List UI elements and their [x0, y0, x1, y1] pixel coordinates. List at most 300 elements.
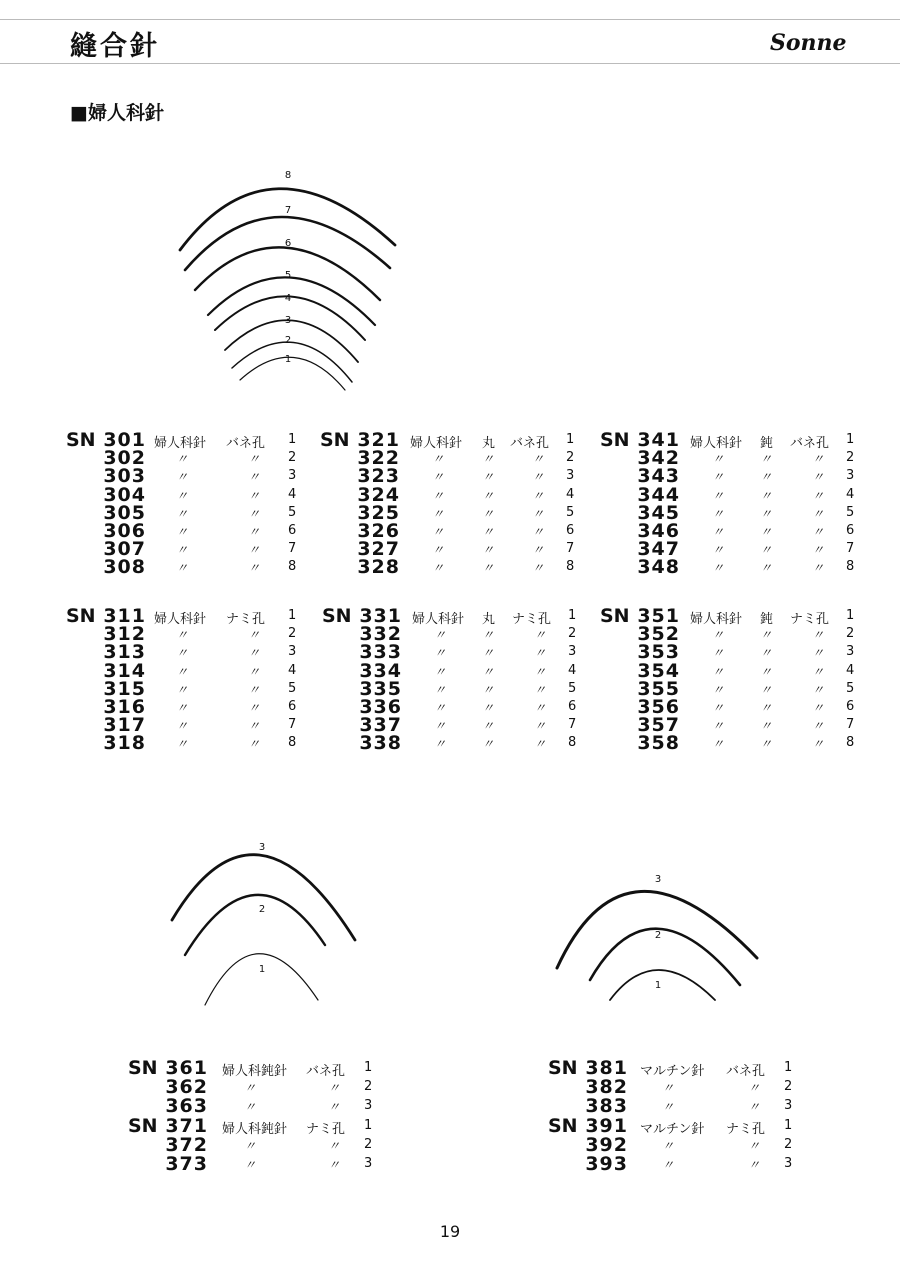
- needle-type: 〃: [712, 488, 725, 503]
- needle-type: 〃: [712, 737, 725, 752]
- needle-type: 〃: [662, 1158, 675, 1172]
- needle-type: 〃: [176, 470, 189, 485]
- eye-type: バネ孔: [306, 1064, 346, 1079]
- needle-type: 〃: [244, 1158, 257, 1172]
- needle-type: マルチン針: [640, 1122, 705, 1137]
- needle-point: 〃: [760, 506, 773, 521]
- label-2: 2: [258, 904, 266, 915]
- needle-type: 〃: [244, 1100, 257, 1114]
- needle-size: 7: [288, 717, 297, 733]
- needle-point: 鈍: [760, 436, 774, 451]
- eye-type: バネ孔: [510, 436, 550, 451]
- model-number: 336: [359, 696, 402, 718]
- model-prefix: SN: [320, 429, 350, 451]
- model-number: 361: [165, 1057, 208, 1079]
- needle-size: 8: [288, 735, 297, 751]
- needle-point: 〃: [482, 646, 495, 661]
- eye-type: 〃: [532, 488, 545, 503]
- model-number: 324: [357, 483, 400, 506]
- needle-size: 4: [288, 486, 297, 502]
- needle-arc-2: [232, 342, 352, 382]
- needle-point: 〃: [760, 488, 773, 503]
- eye-type: ナミ孔: [790, 612, 830, 627]
- model-prefix: SN: [548, 1115, 578, 1137]
- needle-arc-3: [225, 320, 358, 362]
- needle-type: 〃: [434, 701, 447, 715]
- needle-type: 〃: [434, 737, 447, 752]
- needle-point: 〃: [760, 561, 773, 576]
- needle-type: 〃: [662, 1100, 675, 1114]
- needle-type: 婦人科針: [410, 436, 463, 451]
- needle-type: 〃: [176, 543, 189, 558]
- needle-point: 〃: [482, 543, 495, 558]
- eye-type: 〃: [812, 682, 825, 697]
- model-number: 352: [637, 623, 680, 646]
- needle-type: 〃: [712, 470, 725, 485]
- model-number: 331: [359, 605, 402, 627]
- needle-size: 1: [784, 1118, 793, 1133]
- needle-size: 2: [846, 626, 855, 642]
- needle-size: 8: [568, 735, 577, 751]
- needle-type: 〃: [432, 543, 445, 558]
- needle-size: 3: [288, 644, 297, 660]
- model-number: 312: [103, 623, 146, 646]
- model-number: 332: [359, 623, 402, 646]
- needle-size: 2: [364, 1079, 373, 1094]
- needle-size: 8: [846, 735, 855, 751]
- eye-type: 〃: [534, 701, 547, 715]
- eye-type: 〃: [812, 701, 825, 715]
- needle-size: 4: [846, 486, 855, 502]
- needle-type: 〃: [432, 470, 445, 485]
- needle-arc-1: [240, 357, 345, 390]
- eye-type: 〃: [534, 664, 547, 679]
- needle-size: 3: [846, 644, 855, 660]
- eye-type: 〃: [812, 525, 825, 539]
- needle-point: 〃: [760, 543, 773, 558]
- needle-size: 2: [364, 1137, 373, 1152]
- model-number: 341: [637, 429, 680, 451]
- needle-type: 〃: [434, 664, 447, 679]
- needle-type: 〃: [712, 561, 725, 576]
- model-prefix: SN: [66, 605, 96, 627]
- model-number: 321: [357, 429, 400, 451]
- eye-type: 〃: [248, 543, 261, 558]
- needle-type: 〃: [434, 646, 447, 661]
- eye-type: ナミ孔: [306, 1122, 346, 1137]
- needle-type: 〃: [662, 1081, 675, 1095]
- needle-type: 〃: [176, 737, 189, 752]
- label-1: 1: [284, 354, 292, 365]
- needle-size: 6: [288, 699, 297, 714]
- needle-type: 〃: [712, 525, 725, 539]
- needle-point: 〃: [482, 561, 495, 576]
- eye-type: 〃: [748, 1158, 761, 1172]
- needle-point: 〃: [482, 737, 495, 752]
- model-number: 342: [637, 447, 680, 470]
- model-number: 343: [637, 465, 680, 488]
- label-4: 4: [284, 293, 292, 304]
- needle-type: 婦人科鈍針: [222, 1064, 288, 1079]
- eye-type: バネ孔: [226, 436, 266, 451]
- eye-type: 〃: [812, 543, 825, 558]
- model-number: 326: [357, 520, 400, 542]
- needle-size: 2: [566, 450, 575, 466]
- needle-size: 1: [784, 1060, 793, 1075]
- eye-type: 〃: [248, 525, 261, 539]
- needle-arc-3: [172, 855, 355, 940]
- model-number: 357: [637, 714, 680, 737]
- needle-size: 8: [846, 559, 855, 575]
- label-3: 3: [258, 842, 266, 853]
- eye-type: バネ孔: [726, 1064, 766, 1079]
- needle-size: 5: [288, 504, 297, 520]
- needle-size: 3: [784, 1156, 793, 1171]
- model-number: 371: [165, 1115, 208, 1137]
- needle-size: 2: [568, 626, 577, 642]
- needle-point: 〃: [482, 664, 495, 679]
- eye-type: 〃: [248, 506, 261, 521]
- needle-type: 〃: [176, 664, 189, 679]
- needle-type: 〃: [176, 646, 189, 661]
- eye-type: ナミ孔: [512, 612, 552, 627]
- model-number: 354: [637, 659, 680, 682]
- needle-point: 〃: [760, 682, 773, 697]
- needle-size: 7: [288, 541, 297, 557]
- needle-type: 〃: [712, 452, 725, 467]
- needle-size: 3: [364, 1156, 373, 1171]
- model-prefix: SN: [600, 605, 630, 627]
- needle-type: 〃: [712, 682, 725, 697]
- eye-type: 〃: [328, 1081, 341, 1095]
- model-number: 313: [103, 641, 146, 664]
- needle-size: 4: [846, 662, 855, 678]
- eye-type: 〃: [812, 506, 825, 521]
- model-number: 314: [103, 659, 146, 682]
- header-rule: [0, 63, 900, 64]
- needle-type: 婦人科針: [412, 612, 465, 627]
- needle-type: 〃: [176, 561, 189, 576]
- needle-size: 5: [846, 504, 855, 520]
- eye-type: バネ孔: [790, 436, 830, 451]
- model-prefix: SN: [128, 1115, 158, 1137]
- needle-type: 〃: [662, 1139, 675, 1153]
- model-number: 351: [637, 605, 680, 627]
- needle-type: 〃: [176, 452, 189, 467]
- needle-point: 〃: [482, 525, 495, 539]
- model-number: 345: [637, 501, 680, 524]
- model-number: 335: [359, 677, 402, 700]
- eye-type: ナミ孔: [726, 1122, 766, 1137]
- model-number: 325: [357, 501, 400, 524]
- eye-type: 〃: [812, 561, 825, 576]
- eye-type: 〃: [328, 1100, 341, 1114]
- label-2: 2: [284, 335, 292, 346]
- needle-size: 4: [566, 486, 575, 502]
- needle-size: 7: [568, 717, 577, 733]
- needle-point: 〃: [760, 470, 773, 485]
- needle-type: 〃: [432, 561, 445, 576]
- needle-size: 6: [568, 699, 577, 714]
- needle-size: 1: [288, 432, 297, 447]
- model-number: 383: [585, 1095, 628, 1117]
- model-number: 307: [103, 538, 146, 561]
- needle-point: 丸: [482, 612, 496, 627]
- model-number: 348: [637, 556, 680, 579]
- needle-size: 7: [566, 541, 575, 557]
- needle-type: 〃: [176, 701, 189, 715]
- needle-point: 〃: [482, 719, 495, 734]
- label-6: 6: [284, 238, 292, 249]
- needle-arc-1: [205, 954, 318, 1005]
- model-number: 344: [637, 483, 680, 506]
- eye-type: 〃: [748, 1100, 761, 1114]
- model-prefix: SN: [322, 605, 352, 627]
- needle-type: 〃: [176, 488, 189, 503]
- needle-point: 〃: [482, 506, 495, 521]
- needle-type: 婦人科針: [690, 436, 743, 451]
- model-number: 304: [103, 483, 146, 506]
- needle-figure-bottom-right: [545, 840, 775, 1015]
- eye-type: 〃: [812, 452, 825, 467]
- model-prefix: SN: [128, 1057, 158, 1079]
- needle-point: 〃: [760, 646, 773, 661]
- needle-type: 〃: [712, 701, 725, 715]
- eye-type: 〃: [248, 719, 261, 734]
- eye-type: 〃: [248, 488, 261, 503]
- model-number: 306: [103, 520, 146, 542]
- needle-size: 1: [566, 432, 575, 447]
- needle-point: 〃: [760, 719, 773, 734]
- model-number: 362: [165, 1076, 208, 1098]
- needle-type: 婦人科針: [690, 612, 743, 627]
- needle-size: 8: [288, 559, 297, 575]
- needle-point: 〃: [482, 628, 495, 643]
- needle-figure-top: [160, 140, 420, 400]
- needle-size: 3: [846, 468, 855, 484]
- model-number: 303: [103, 465, 146, 488]
- model-number: 316: [103, 696, 146, 718]
- needle-type: 〃: [432, 452, 445, 467]
- eye-type: 〃: [328, 1139, 341, 1153]
- label-1: 1: [654, 980, 662, 991]
- eye-type: 〃: [248, 470, 261, 485]
- needle-type: 〃: [712, 506, 725, 521]
- needle-size: 3: [288, 468, 297, 484]
- needle-size: 6: [288, 523, 297, 538]
- needle-size: 3: [566, 468, 575, 484]
- eye-type: 〃: [248, 628, 261, 643]
- section-title: ■婦人科針: [70, 102, 164, 124]
- needle-figure-bottom-left: [160, 820, 370, 1020]
- eye-type: 〃: [812, 470, 825, 485]
- needle-type: 〃: [712, 646, 725, 661]
- eye-type: 〃: [248, 646, 261, 661]
- needle-size: 1: [364, 1060, 373, 1075]
- eye-type: 〃: [534, 719, 547, 734]
- model-prefix: SN: [548, 1057, 578, 1079]
- needle-arc-2: [590, 929, 740, 985]
- eye-type: 〃: [812, 488, 825, 503]
- needle-size: 3: [784, 1098, 793, 1113]
- needle-type: 〃: [176, 719, 189, 734]
- eye-type: ナミ孔: [226, 612, 266, 627]
- needle-point: 〃: [482, 682, 495, 697]
- eye-type: 〃: [812, 719, 825, 734]
- label-5: 5: [284, 270, 292, 281]
- needle-size: 2: [288, 450, 297, 466]
- model-number: 391: [585, 1115, 628, 1137]
- model-number: 363: [165, 1095, 208, 1117]
- eye-type: 〃: [532, 561, 545, 576]
- eye-type: 〃: [328, 1158, 341, 1172]
- needle-arc-1: [610, 970, 715, 1000]
- needle-size: 2: [784, 1079, 793, 1094]
- model-number: 393: [585, 1153, 628, 1175]
- model-number: 327: [357, 538, 400, 561]
- model-number: 337: [359, 714, 402, 737]
- needle-type: 〃: [176, 525, 189, 539]
- needle-size: 5: [568, 680, 577, 696]
- needle-type: 婦人科針: [154, 436, 207, 451]
- model-number: 346: [637, 520, 680, 542]
- eye-type: 〃: [812, 628, 825, 643]
- needle-size: 1: [568, 608, 577, 623]
- model-number: 392: [585, 1134, 628, 1156]
- needle-type: 〃: [712, 543, 725, 558]
- needle-type: 〃: [176, 682, 189, 697]
- model-number: 315: [103, 677, 146, 700]
- eye-type: 〃: [534, 682, 547, 697]
- needle-size: 8: [566, 559, 575, 575]
- needle-size: 4: [568, 662, 577, 678]
- needle-point: 〃: [760, 452, 773, 467]
- eye-type: 〃: [748, 1139, 761, 1153]
- model-number: 382: [585, 1076, 628, 1098]
- needle-type: マルチン針: [640, 1064, 705, 1079]
- needle-point: 〃: [760, 701, 773, 715]
- eye-type: 〃: [812, 664, 825, 679]
- model-number: 355: [637, 677, 680, 700]
- model-number: 353: [637, 641, 680, 664]
- needle-size: 1: [846, 432, 855, 447]
- needle-type: 〃: [434, 682, 447, 697]
- needle-point: 〃: [760, 737, 773, 752]
- eye-type: 〃: [532, 452, 545, 467]
- label-7: 7: [284, 205, 292, 216]
- model-number: 322: [357, 447, 400, 470]
- eye-type: 〃: [812, 646, 825, 661]
- needle-size: 6: [566, 523, 575, 538]
- label-1: 1: [258, 964, 266, 975]
- eye-type: 〃: [534, 628, 547, 643]
- needle-point: 〃: [760, 664, 773, 679]
- eye-type: 〃: [748, 1081, 761, 1095]
- needle-type: 〃: [176, 506, 189, 521]
- page-number: 19: [439, 1222, 461, 1241]
- model-number: 308: [103, 556, 146, 579]
- needle-type: 〃: [176, 628, 189, 643]
- label-3: 3: [284, 315, 292, 326]
- label-2: 2: [654, 930, 662, 941]
- brand-logo: Sonne: [770, 30, 847, 56]
- needle-type: 〃: [712, 664, 725, 679]
- model-number: 311: [103, 605, 146, 627]
- needle-point: 〃: [482, 488, 495, 503]
- needle-size: 7: [846, 541, 855, 557]
- needle-size: 3: [568, 644, 577, 660]
- model-prefix: SN: [600, 429, 630, 451]
- model-number: 333: [359, 641, 402, 664]
- needle-type: 〃: [434, 628, 447, 643]
- needle-type: 〃: [432, 525, 445, 539]
- model-number: 347: [637, 538, 680, 561]
- needle-size: 2: [846, 450, 855, 466]
- eye-type: 〃: [532, 525, 545, 539]
- model-number: 338: [359, 732, 402, 755]
- needle-size: 5: [566, 504, 575, 520]
- needle-type: 〃: [712, 719, 725, 734]
- needle-type: 〃: [712, 628, 725, 643]
- needle-size: 1: [288, 608, 297, 623]
- model-number: 334: [359, 659, 402, 682]
- needle-size: 2: [288, 626, 297, 642]
- eye-type: 〃: [532, 470, 545, 485]
- needle-type: 〃: [244, 1139, 257, 1153]
- needle-type: 〃: [432, 488, 445, 503]
- needle-size: 4: [288, 662, 297, 678]
- needle-size: 1: [364, 1118, 373, 1133]
- needle-type: 〃: [434, 719, 447, 734]
- needle-size: 3: [364, 1098, 373, 1113]
- eye-type: 〃: [248, 701, 261, 715]
- eye-type: 〃: [534, 646, 547, 661]
- eye-type: 〃: [248, 664, 261, 679]
- model-number: 323: [357, 465, 400, 488]
- needle-type: 〃: [244, 1081, 257, 1095]
- eye-type: 〃: [248, 561, 261, 576]
- needle-point: 〃: [482, 470, 495, 485]
- model-prefix: SN: [66, 429, 96, 451]
- label-8: 8: [284, 170, 292, 181]
- needle-type: 〃: [432, 506, 445, 521]
- model-number: 318: [103, 732, 146, 755]
- needle-size: 5: [846, 680, 855, 696]
- model-number: 372: [165, 1134, 208, 1156]
- model-number: 305: [103, 501, 146, 524]
- needle-size: 6: [846, 523, 855, 538]
- needle-type: 婦人科鈍針: [222, 1122, 288, 1137]
- model-number: 301: [103, 429, 146, 451]
- model-number: 302: [103, 447, 146, 470]
- eye-type: 〃: [248, 452, 261, 467]
- needle-type: 婦人科針: [154, 612, 207, 627]
- model-number: 358: [637, 732, 680, 755]
- top-rule: [0, 19, 900, 20]
- eye-type: 〃: [532, 506, 545, 521]
- model-number: 381: [585, 1057, 628, 1079]
- needle-arc-5: [208, 277, 375, 325]
- eye-type: 〃: [534, 737, 547, 752]
- needle-size: 6: [846, 699, 855, 714]
- model-number: 328: [357, 556, 400, 579]
- needle-size: 2: [784, 1137, 793, 1152]
- needle-point: 〃: [482, 452, 495, 467]
- needle-size: 7: [846, 717, 855, 733]
- needle-point: 鈍: [760, 612, 774, 627]
- eye-type: 〃: [812, 737, 825, 752]
- eye-type: 〃: [248, 737, 261, 752]
